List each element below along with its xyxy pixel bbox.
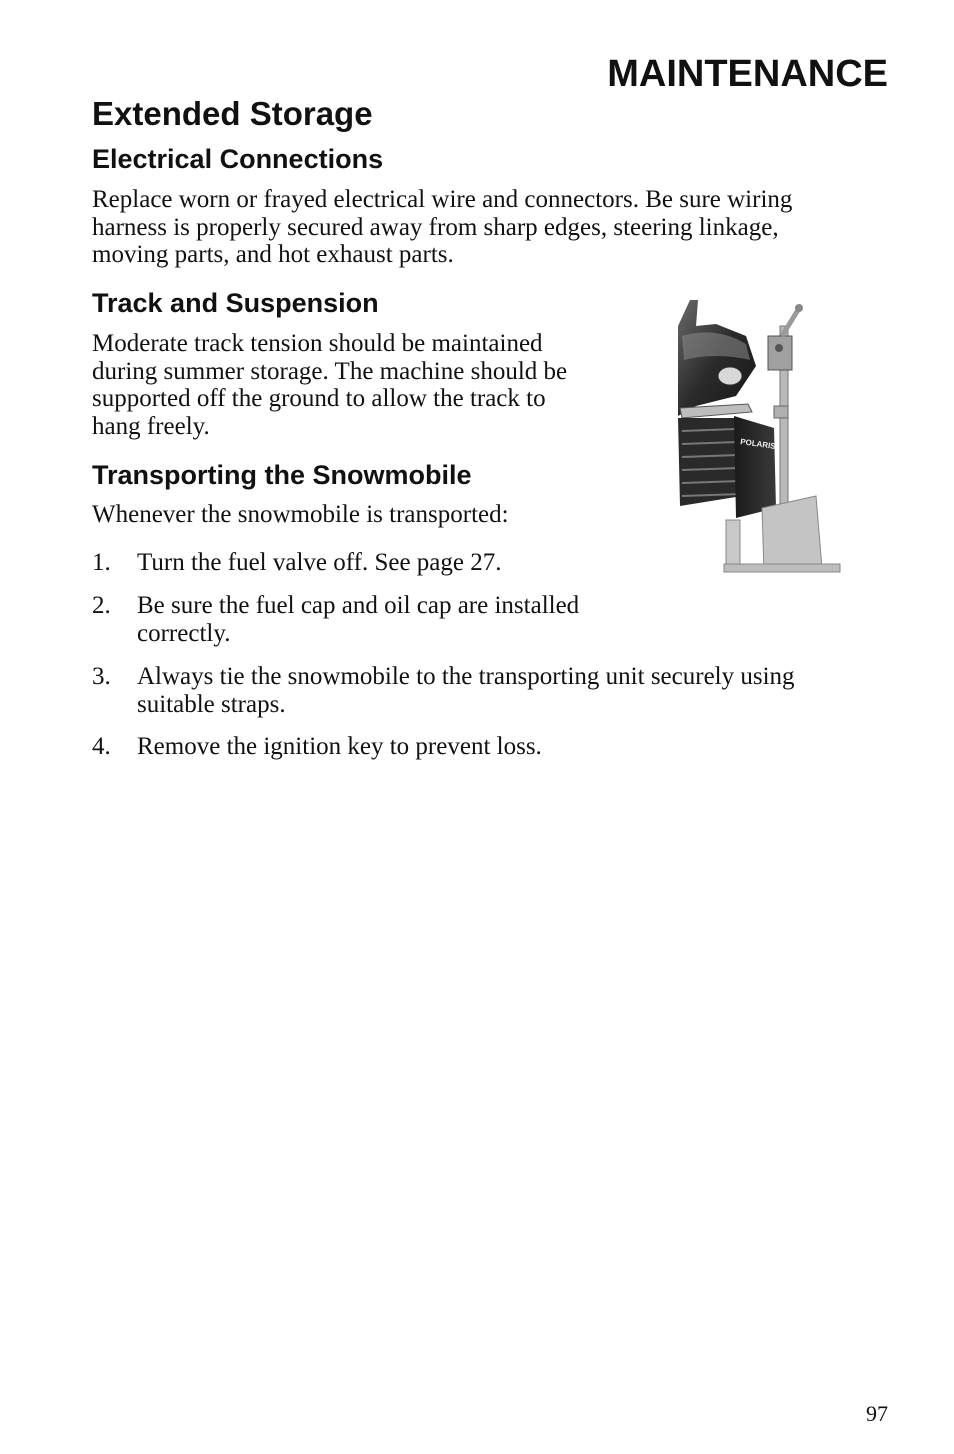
list-number: 2. <box>92 592 111 619</box>
list-item <box>92 592 579 648</box>
electrical-heading: Electrical Connections <box>92 144 384 174</box>
text-line: Replace worn or frayed electrical wire and connectors. Be sure wiring <box>92 186 793 213</box>
list-number: 4. <box>92 733 111 760</box>
list-item <box>92 663 795 719</box>
snowmobile-on-stand-photo <box>676 296 846 576</box>
list-text: Always tie the snowmobile to the transporting unit securely using suitable straps. <box>137 663 795 718</box>
transport-intro: Whenever the snowmobile is transported: <box>92 501 509 528</box>
list-text: Be sure the fuel cap and oil cap are installed correctly. <box>137 592 580 647</box>
page-number: 97 <box>866 1401 888 1426</box>
list-number: 1. <box>92 549 111 576</box>
text-line: supported off the ground to allow the track to <box>92 385 546 412</box>
list-item <box>92 549 502 577</box>
list-item <box>92 733 542 761</box>
track-paragraph <box>92 330 567 440</box>
text-line: hang freely. <box>92 412 210 440</box>
text-line: during summer storage. The machine should be <box>92 357 568 385</box>
transport-heading: Transporting the Snowmobile <box>92 460 472 490</box>
list-text: Remove the ignition key to prevent loss. <box>137 733 542 760</box>
text-line: Moderate track tension should be maintained <box>92 330 543 357</box>
list-number: 3. <box>92 663 111 690</box>
list-text: Turn the fuel valve off. See page 27. <box>137 549 502 576</box>
text-line: moving parts, and hot exhaust parts. <box>92 241 454 268</box>
track-heading: Track and Suspension <box>92 288 379 318</box>
page-title: Extended Storage <box>92 95 373 132</box>
figure-logo-text: POLARIS <box>739 437 777 451</box>
section-header: MAINTENANCE <box>607 53 888 95</box>
text-line: harness is properly secured away from sharp edges, steering linkage, <box>92 213 779 241</box>
electrical-paragraph <box>92 186 792 269</box>
